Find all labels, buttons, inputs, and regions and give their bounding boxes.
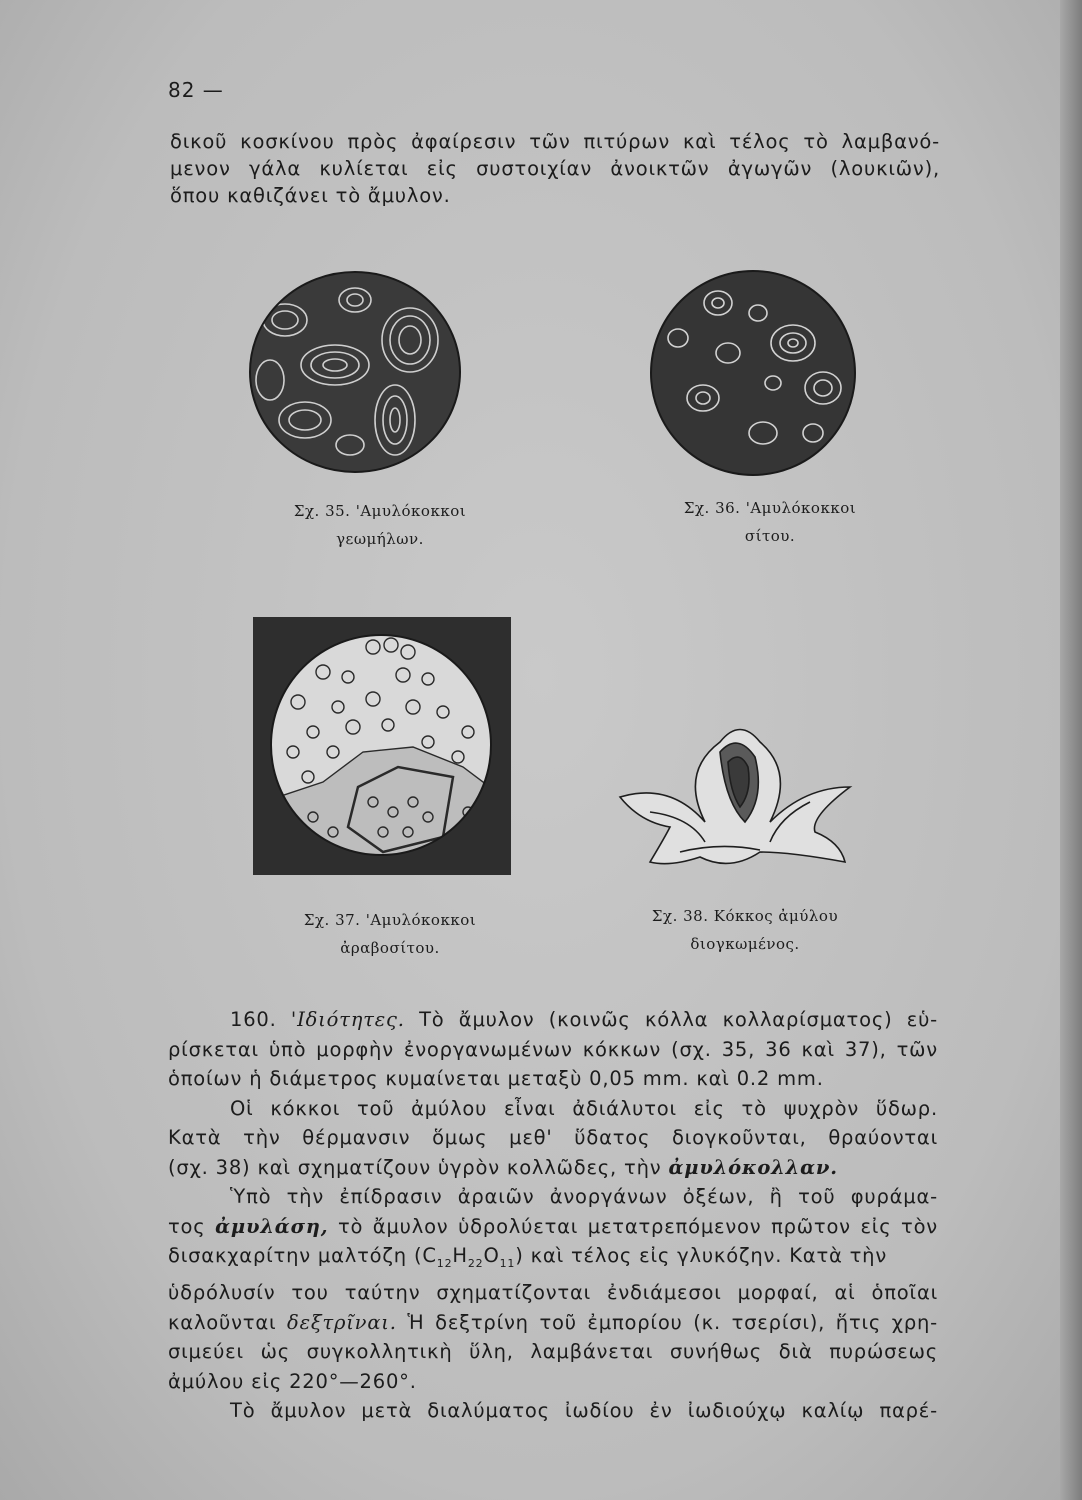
figure-35-potato-starch xyxy=(245,270,465,475)
subscript-c: 12 xyxy=(436,1256,453,1270)
section-line-9-pre: δισακχαρίτην μαλτόζη (C xyxy=(168,1244,437,1267)
section-line-11-text: Ἡ δεξτρίνη τοῦ ἐμπορίου (κ. τσερίσι), ἥτις χρη- xyxy=(407,1310,939,1334)
section-line-7: Ὑπὸ τὴν ἐπίδρασιν ἀραιῶν ἀνοργάνων ὀξέων, ἢ τοῦ φυράμα- xyxy=(230,1185,938,1208)
figure-38-swollen-starch-grain xyxy=(610,702,860,877)
section-line-6-text: (σχ. 38) καὶ σχηματίζουν ὑγρὸν κολλῶδες, τὴν xyxy=(168,1155,662,1179)
section-number: 160. xyxy=(230,1008,277,1031)
section-line-8-pre: τος xyxy=(168,1214,206,1238)
figure-36-caption xyxy=(665,494,875,550)
section-line-2: ρίσκεται ὑπὸ μορφὴν ἐνοργανωμένων κόκκων (σχ. 35, 36 καὶ 37), τῶν xyxy=(168,1037,938,1061)
figure-35-caption xyxy=(290,497,470,553)
section-line-11 xyxy=(168,1308,938,1338)
section-line-8-text: τὸ ἄμυλον ὑδρολύεται μετατρεπόμενον πρῶτον εἰς τὸν xyxy=(337,1214,938,1238)
figure-38-caption xyxy=(630,902,860,958)
intro-line-2: μενον γάλα κυλίεται εἰς συστοιχίαν ἀνοικτῶν ἀγωγῶν (λουκιῶν), xyxy=(170,157,940,180)
term-amylokolla: ἀμυλόκολλαν. xyxy=(668,1155,838,1179)
section-160-paragraph xyxy=(168,1005,938,1426)
element-h: H xyxy=(452,1244,468,1267)
section-line-1 xyxy=(168,1005,938,1035)
figure-38-caption-line-2: διογκωμένος. xyxy=(690,935,800,953)
section-line-13: ἀμύλου εἰς 220°—260°. xyxy=(168,1369,417,1393)
section-line-11-pre: καλοῦνται xyxy=(168,1310,277,1334)
section-line-4: Οἱ κόκκοι τοῦ ἀμύλου εἶναι ἀδιάλυτοι εἰς τὸ ψυχρὸν ὕδωρ. xyxy=(230,1096,938,1120)
figure-35-caption-line-2: γεωμήλων. xyxy=(336,530,424,548)
term-amylase: ἀμυλάση, xyxy=(215,1214,329,1238)
section-line-9 xyxy=(168,1241,938,1278)
page-edge-shadow xyxy=(1060,0,1082,1500)
figure-37-caption-line-2: ἀραβοσίτου. xyxy=(340,939,440,957)
section-line-14: Τὸ ἄμυλον μετὰ διαλύματος ἰωδίου ἐν ἰωδιούχῳ καλίῳ παρέ- xyxy=(230,1399,938,1423)
term-dextrines: δεξτρῖναι. xyxy=(287,1310,397,1334)
section-line-10: ὑδρόλυσίν του ταύτην σχηματίζονται ἐνδιάμεσοι μορφαί, αἱ ὁποῖαι xyxy=(168,1281,938,1305)
element-o: O xyxy=(483,1244,500,1267)
intro-line-1: δικοῦ κοσκίνου πρὸς ἀφαίρεσιν τῶν πιτύρων καὶ τέλος τὸ λαμβανό- xyxy=(170,130,940,153)
section-line-5: Κατὰ τὴν θέρμανσιν ὅμως μεθ' ὕδατος διογκοῦνται, θραύονται xyxy=(168,1126,938,1149)
figure-37-caption-line-1: Σχ. 37. 'Αμυλόκοκκοι xyxy=(303,911,477,929)
intro-paragraph xyxy=(170,128,940,209)
intro-line-3: ὅπου καθιζάνει τὸ ἄμυλον. xyxy=(170,184,451,207)
subscript-o: 11 xyxy=(499,1256,516,1270)
section-line-1-text: Τὸ ἄμυλον (κοινῶς κόλλα κολλαρίσματος) εὑ- xyxy=(419,1008,939,1031)
subscript-h: 22 xyxy=(467,1256,484,1270)
figure-36-wheat-starch xyxy=(648,268,858,478)
section-line-6 xyxy=(168,1153,938,1183)
section-line-8 xyxy=(168,1212,938,1242)
figure-36-caption-line-1: Σχ. 36. 'Αμυλόκοκκοι xyxy=(683,499,857,517)
figure-37-maize-starch xyxy=(253,617,511,875)
section-line-9-post: ) καὶ τέλος εἰς γλυκόζην. Κατὰ τὴν xyxy=(515,1244,888,1267)
section-line-12: σιμεύει ὡς συγκολλητικὴ ὕλη, λαμβάνεται συνήθως διὰ πυρώσεως xyxy=(168,1340,938,1364)
section-heading: 'Ιδιότητες. xyxy=(290,1008,405,1031)
section-line-3: ὁποίων ἡ διάμετρος κυμαίνεται μεταξὺ 0,05 mm. καὶ 0.2 mm. xyxy=(168,1067,824,1090)
figure-37-caption xyxy=(290,906,490,962)
figure-38-caption-line-1: Σχ. 38. Κόκκος ἀμύλου xyxy=(651,907,839,925)
figure-36-caption-line-2: σίτου. xyxy=(744,527,796,545)
page-number: 82 — xyxy=(168,78,224,102)
figure-35-caption-line-1: Σχ. 35. 'Αμυλόκοκκοι xyxy=(293,502,467,520)
